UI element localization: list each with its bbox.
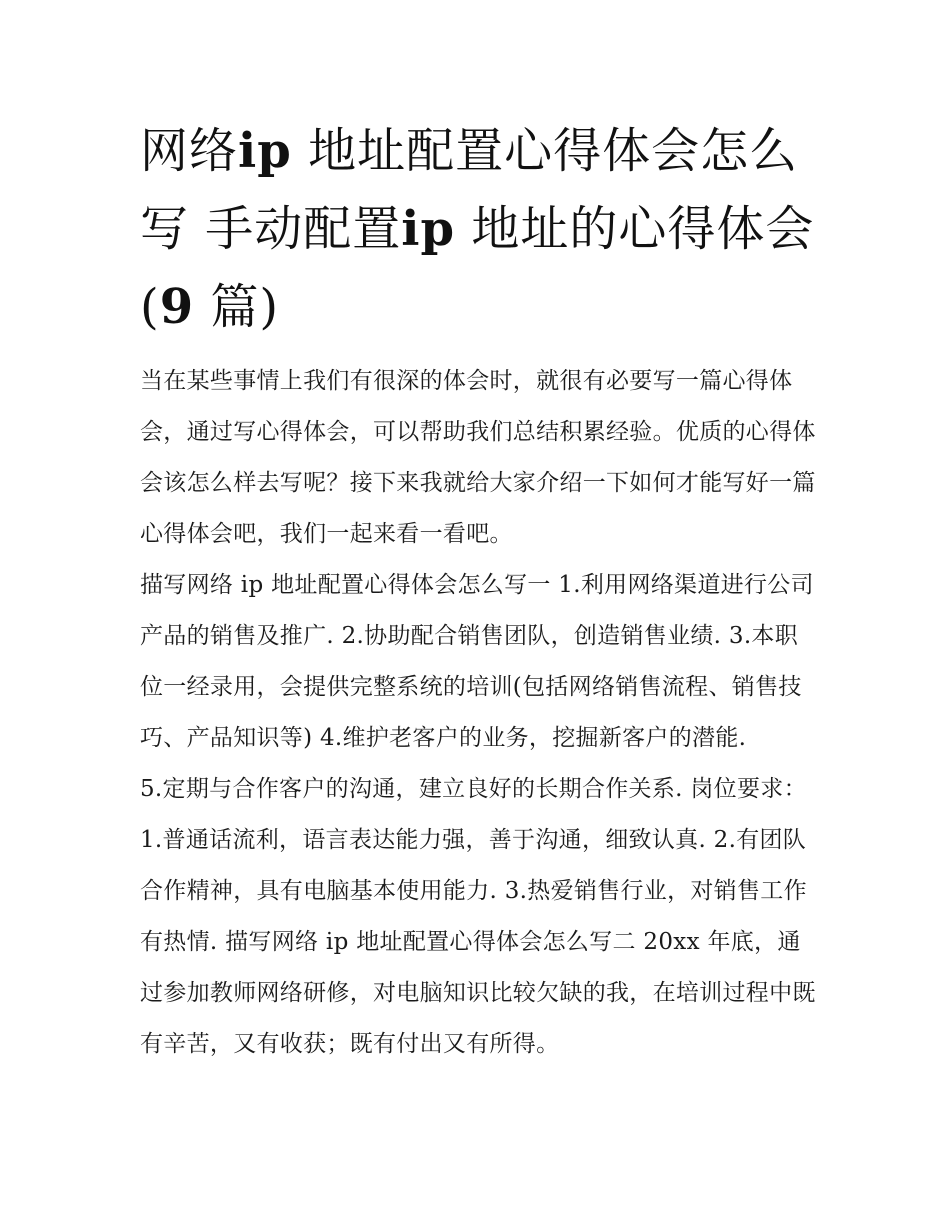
paragraph-section-one: 描写网络 ip 地址配置心得体会怎么写一 1.利用网络渠道进行公司产品的销售及推广. 2.协助配合销售团队，创造销售业绩. 3.本职位一经录用，会提供完整系统的培训(包括网络销售流程、销售技巧、产品知识等) 4.维护老客户的业务，挖掘新客户的潜能. bbox=[140, 572, 814, 751]
paragraph-intro: 当在某些事情上我们有很深的体会时，就很有必要写一篇心得体会，通过写心得体会，可以帮助我们总结积累经验。优质的心得体会该怎么样去写呢？接下来我就给大家介绍一下如何才能写好一篇心得体会吧，我们一起来看一看吧。 bbox=[140, 368, 816, 547]
paragraph-requirements: 5.定期与合作客户的沟通，建立良好的长期合作关系. 岗位要求： 1.普通话流利，语言表达能力强，善于沟通，细致认真. 2.有团队合作精神，具有电脑基本使用能力. 3.热爱销售行业，对销售工作有热情. 描写网络 ip 地址配置心得体会怎么写二 20xx 年底，通过参加教师网络研修，对电脑知识比较欠缺的我，在培训过程中既有辛苦，又有收获；既有付出又有所得。 bbox=[140, 776, 816, 1057]
title-bold-ip: ip bbox=[238, 123, 292, 179]
title-text: 篇) bbox=[194, 279, 280, 335]
title-text: 地址配置心得体会怎么写 手动配置 bbox=[140, 123, 799, 257]
document-body bbox=[140, 112, 820, 1070]
document-title bbox=[140, 112, 820, 346]
title-bold-ip: ip bbox=[401, 201, 456, 257]
title-text: 网络 bbox=[140, 123, 239, 179]
title-text: 地址的心得体会( bbox=[140, 201, 815, 335]
title-bold-count: 9 bbox=[159, 279, 195, 335]
